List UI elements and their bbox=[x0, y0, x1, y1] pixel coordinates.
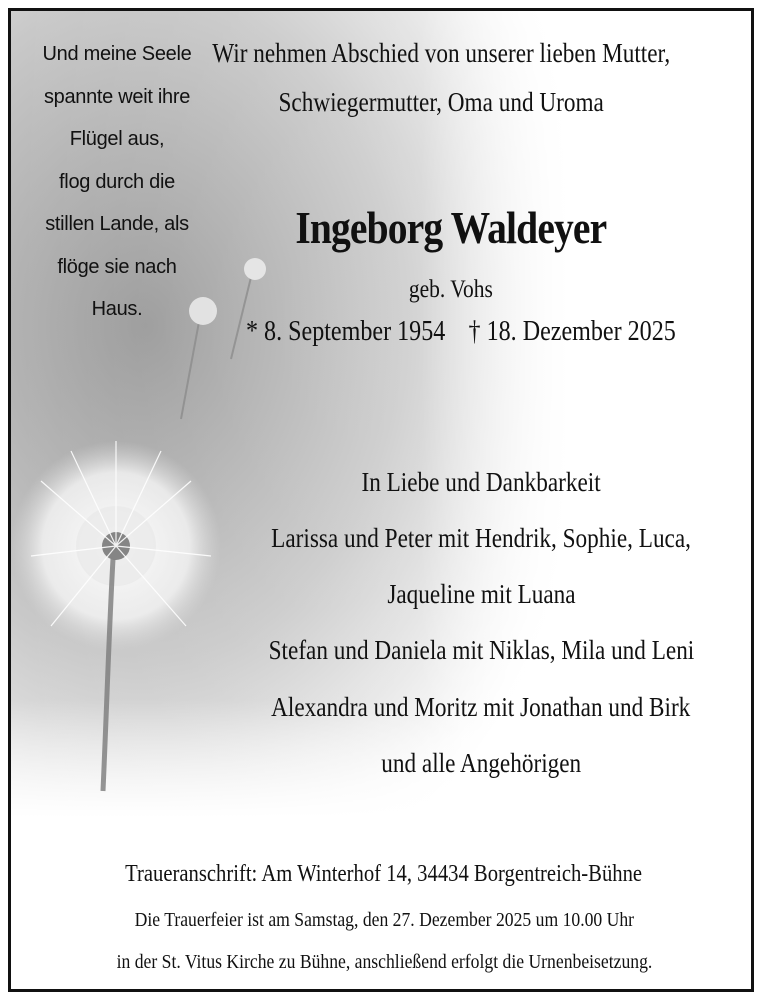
mourning-address-text: Traueranschrift: Am Winterhof 14, 34434 Borgentreich-Bühne bbox=[125, 861, 643, 887]
poem-line: Flügel aus, bbox=[69, 128, 165, 150]
service-info-text: in der St. Vitus Kirche zu Bühne, anschließend erfolgt die Urnenbeisetzung. bbox=[116, 951, 652, 973]
mourners-text: und alle Angehörigen bbox=[381, 748, 581, 778]
poem-verse bbox=[27, 33, 207, 331]
birth-date: * 8. September 1954 bbox=[246, 316, 446, 347]
death-date: † 18. Dezember 2025 bbox=[468, 316, 676, 347]
poem-line: flöge sie nach bbox=[57, 255, 177, 278]
mourners-line bbox=[211, 579, 751, 610]
life-dates bbox=[191, 316, 731, 348]
mourners-line bbox=[211, 692, 751, 723]
poem-line: spannte weit ihre bbox=[43, 85, 191, 108]
intro-text: Schwiegermutter, Oma und Uroma bbox=[278, 87, 604, 117]
mourners-line bbox=[211, 523, 751, 554]
poem-line: Und meine Seele bbox=[42, 43, 192, 65]
mourning-address bbox=[11, 861, 754, 888]
poem-line: stillen Lande, als bbox=[45, 213, 189, 235]
mourners-text: Larissa und Peter mit Hendrik, Sophie, Luca, bbox=[271, 523, 691, 553]
service-info-line bbox=[11, 909, 754, 932]
poem-line: Haus. bbox=[91, 298, 143, 320]
mourners-text: Alexandra und Moritz mit Jonathan und Birk bbox=[271, 692, 691, 722]
service-info-text: Die Trauerfeier ist am Samstag, den 27. Dezember 2025 um 10.00 Uhr bbox=[134, 909, 634, 931]
mourners-line bbox=[211, 467, 751, 498]
intro-line bbox=[131, 87, 751, 118]
intro-text: Wir nehmen Abschied von unserer lieben Mutter, bbox=[212, 38, 670, 68]
intro-line bbox=[131, 38, 751, 69]
birth-name bbox=[191, 276, 711, 304]
poem-line: flog durch die bbox=[59, 170, 175, 193]
mourners-text: In Liebe und Dankbarkeit bbox=[361, 467, 601, 497]
obituary-card bbox=[8, 8, 754, 992]
mourners-line bbox=[211, 635, 751, 666]
mourners-line bbox=[211, 748, 751, 779]
mourners-text: Jaqueline mit Luana bbox=[386, 579, 576, 609]
birth-name-text: geb. Vohs bbox=[408, 276, 494, 303]
mourners-text: Stefan und Daniela mit Niklas, Mila und Leni bbox=[268, 635, 694, 665]
deceased-name bbox=[191, 201, 711, 254]
service-info-line bbox=[11, 951, 754, 974]
deceased-name-text: Ingeborg Waldeyer bbox=[295, 202, 607, 253]
